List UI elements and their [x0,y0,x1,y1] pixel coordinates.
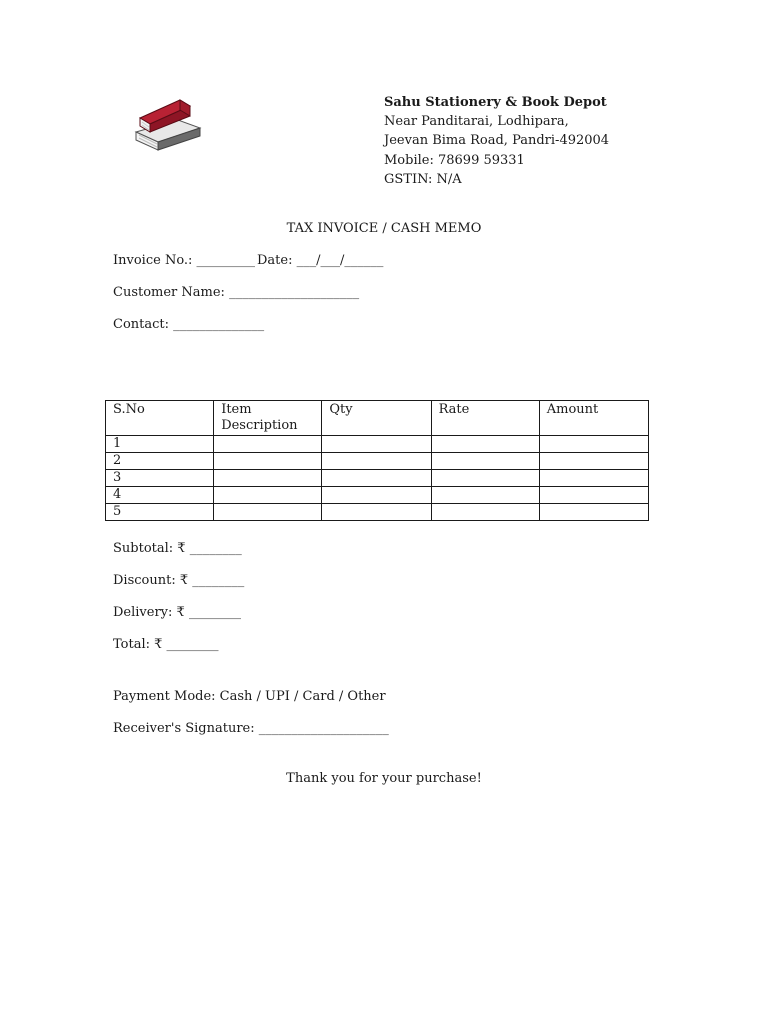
table-row [106,504,649,521]
invoice-no-field: Invoice No.: _________ [113,253,256,268]
books-icon [130,94,214,156]
table-row [106,453,649,470]
table-cell: 4 [106,487,214,504]
shop-address-line1: Near Panditarai, Lodhipara, [384,114,569,130]
subtotal-field: Subtotal: ₹ ________ [113,541,242,556]
column-header-rate: Rate [431,401,539,436]
table-cell [322,453,431,470]
table-cell [214,487,322,504]
table-cell: 1 [106,436,214,453]
thank-you-note: Thank you for your purchase! [286,771,482,786]
contact-field: Contact: ______________ [113,317,265,332]
receiver-signature-field: Receiver's Signature: ____________________ [113,721,389,736]
table-cell: 3 [106,470,214,487]
table-header-row [106,401,649,436]
table-cell [322,470,431,487]
table-cell [431,453,539,470]
table-cell [431,470,539,487]
shop-address-line2: Jeevan Bima Road, Pandri-492004 [384,133,610,149]
shop-header [384,93,609,189]
table-cell [322,436,431,453]
table-cell [431,504,539,521]
table-row [106,487,649,504]
table-cell: 2 [106,453,214,470]
table-cell [322,504,431,521]
table-cell [431,436,539,453]
table-cell [214,453,322,470]
table-cell [431,487,539,504]
discount-field: Discount: ₹ ________ [113,573,245,588]
table-cell [322,487,431,504]
table-cell [539,470,648,487]
table-cell [214,470,322,487]
table-row [106,470,649,487]
table-cell [214,504,322,521]
table-cell [539,504,648,521]
table-cell [214,436,322,453]
column-header-item-description: Item Description [214,401,322,436]
shop-mobile: Mobile: 78699 59331 [384,152,525,168]
column-header-sno: S.No [106,401,214,436]
table-row [106,436,649,453]
items-table [105,400,649,521]
document-title: TAX INVOICE / CASH MEMO [286,221,482,236]
table-cell: 5 [106,504,214,521]
shop-name: Sahu Stationery & Book Depot [384,95,607,110]
column-header-amount: Amount [539,401,648,436]
payment-mode: Payment Mode: Cash / UPI / Card / Other [113,689,386,704]
delivery-field: Delivery: ₹ ________ [113,605,241,620]
date-field: Date: ___/___/______ [257,253,384,268]
total-field: Total: ₹ ________ [113,637,219,652]
table-cell [539,436,648,453]
column-header-qty: Qty [322,401,431,436]
table-cell [539,453,648,470]
shop-gstin: GSTIN: N/A [384,171,462,187]
table-cell [539,487,648,504]
customer-name-field: Customer Name: ____________________ [113,285,360,300]
